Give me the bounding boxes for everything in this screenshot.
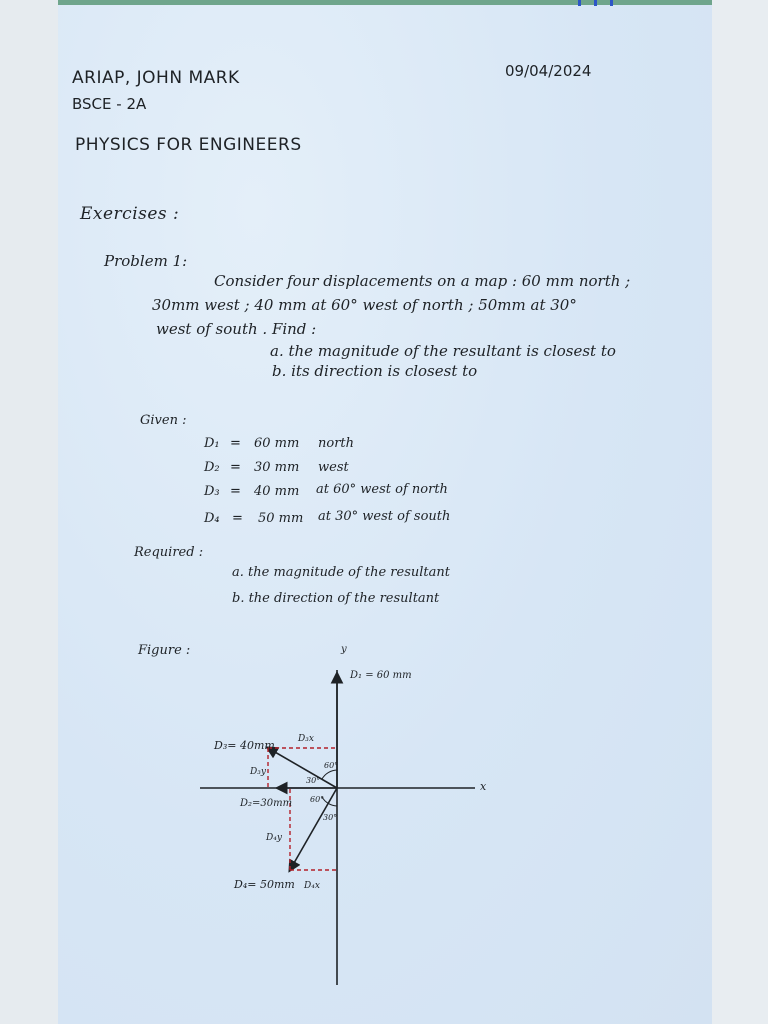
given-row-1-value: 60 mm bbox=[254, 436, 300, 451]
date: 09/04/2024 bbox=[505, 62, 592, 80]
label-angle-30a: 30° bbox=[306, 776, 321, 785]
label-d3: D₃= 40mm bbox=[214, 739, 275, 752]
given-row-1-eq: = bbox=[230, 436, 241, 451]
given-row-4-direction: at 30° west of south bbox=[318, 509, 451, 524]
label-d4: D₄= 50mm bbox=[234, 878, 295, 891]
problem-task-a: a. the magnitude of the resultant is closest to bbox=[270, 342, 616, 360]
label-d4y: D₄y bbox=[266, 833, 282, 843]
given-row-3-value: 40 mm bbox=[254, 484, 300, 499]
required-heading: Required : bbox=[134, 545, 204, 560]
label-angle-60: 60° bbox=[324, 761, 339, 770]
angle-arc-60 bbox=[322, 770, 337, 779]
given-heading: Given : bbox=[140, 413, 187, 428]
given-row-1-symbol: D₁ bbox=[204, 436, 220, 451]
given-row-3-direction: at 60° west of north bbox=[316, 482, 448, 497]
given-row-1-direction: north bbox=[318, 436, 355, 451]
exercises-heading: Exercises : bbox=[80, 204, 180, 224]
label-d2: D₂=30mm bbox=[240, 798, 293, 809]
given-row-4-eq: = bbox=[232, 511, 243, 526]
label-y-axis: y bbox=[341, 644, 347, 655]
given-row-4-value: 50 mm bbox=[258, 511, 304, 526]
problem-label: Problem 1: bbox=[104, 252, 188, 270]
required-item-b: b. the direction of the resultant bbox=[232, 591, 440, 606]
label-angle-30b: 30° bbox=[323, 813, 338, 822]
student-name: ARIAP, JOHN MARK bbox=[72, 68, 240, 88]
given-row-2-direction: west bbox=[318, 460, 349, 475]
given-row-2-value: 30 mm bbox=[254, 460, 300, 475]
given-row-4-symbol: D₄ bbox=[204, 511, 220, 526]
course-title: PHYSICS FOR ENGINEERS bbox=[75, 135, 302, 155]
student-section: BSCE - 2A bbox=[72, 95, 147, 113]
required-item-a: a. the magnitude of the resultant bbox=[232, 565, 450, 580]
problem-line-2: 30mm west ; 40 mm at 60° west of north ; 50mm at 30° bbox=[152, 296, 577, 314]
label-x-axis: x bbox=[480, 780, 487, 793]
label-d1: D₁ = 60 mm bbox=[350, 670, 412, 681]
label-d3x: D₃x bbox=[298, 734, 314, 744]
label-d4x: D₄x bbox=[304, 881, 320, 891]
given-row-2-eq: = bbox=[230, 460, 241, 475]
figure-heading: Figure : bbox=[138, 643, 191, 658]
label-d3y: D₃y bbox=[250, 767, 266, 777]
label-angle-60b: 60° bbox=[310, 795, 325, 804]
problem-line-3: west of south . Find : bbox=[156, 320, 317, 338]
given-row-3-eq: = bbox=[230, 484, 241, 499]
given-row-3-symbol: D₃ bbox=[204, 484, 220, 499]
problem-task-b: b. its direction is closest to bbox=[272, 362, 478, 380]
given-row-2-symbol: D₂ bbox=[204, 460, 220, 475]
problem-line-1: Consider four displacements on a map : 60 mm north ; bbox=[214, 272, 631, 290]
